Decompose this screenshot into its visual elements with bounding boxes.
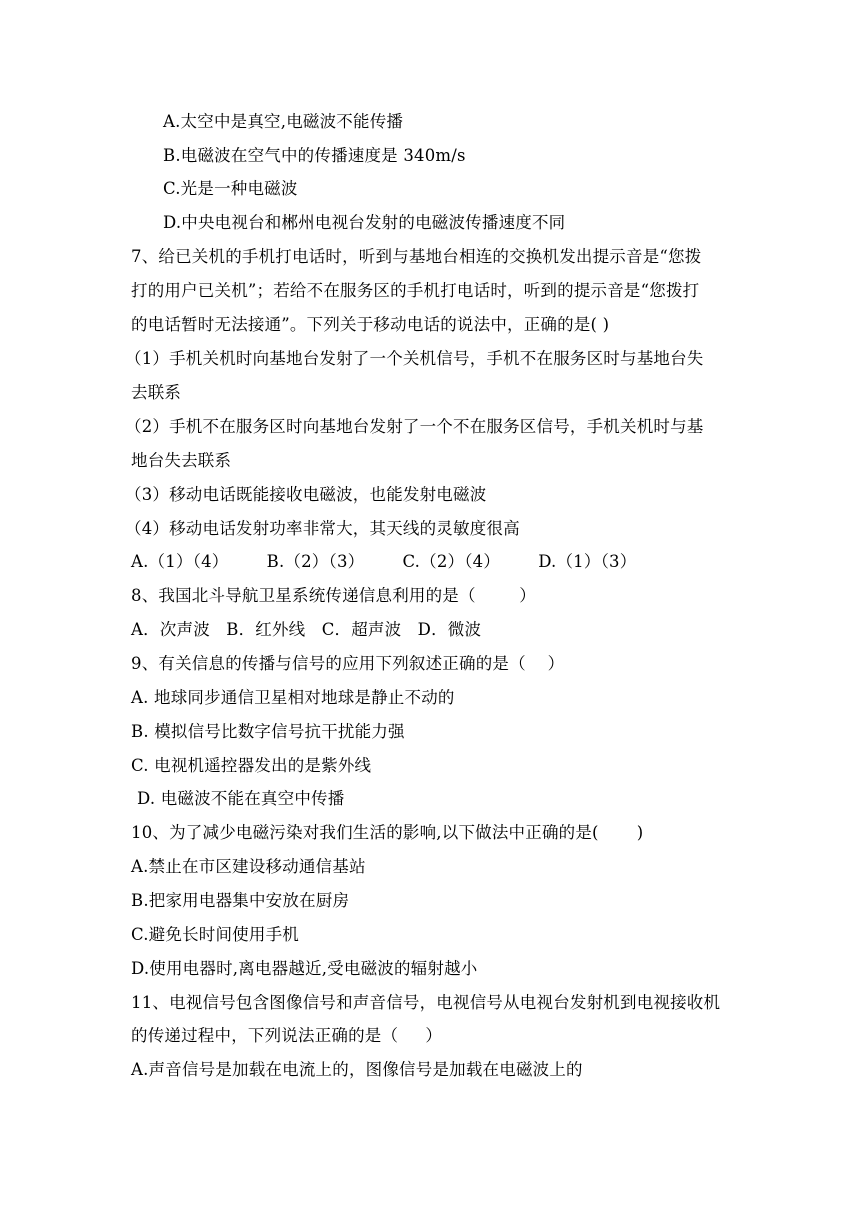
statement-7-3: （3）移动电话既能接收电磁波，也能发射电磁波 [125, 485, 487, 504]
question-11-line-2: 的传递过程中，下列说法正确的是（ ） [131, 1026, 443, 1045]
option-10d: D.使用电器时,离电器越近,受电磁波的辐射越小 [131, 959, 478, 978]
question-7-line-2: 打的用户已关机”；若给不在服务区的手机打电话时，听到的提示音是“您拨打 [131, 281, 700, 300]
question-8: 8、我国北斗导航卫星系统传递信息利用的是（ ） [131, 586, 536, 605]
question-11-line-1: 11、电视信号包含图像信号和声音信号，电视信号从电视台发射机到电视接收机 [131, 993, 721, 1012]
option-9d: D. 电磁波不能在真空中传播 [137, 789, 345, 808]
question-7-line-3: 的电话暂时无法接通”。下列关于移动电话的说法中，正确的是( ) [131, 315, 610, 334]
question-9: 9、有关信息的传播与信号的应用下列叙述正确的是（ ） [131, 654, 565, 673]
statement-7-2-line-1: （2）手机不在服务区时向基地台发射了一个不在服务区信号，手机关机时与基 [125, 417, 704, 436]
statement-7-4: （4）移动电话发射功率非常大，其天线的灵敏度很高 [125, 519, 520, 538]
option-10a: A.禁止在市区建设移动通信基站 [131, 857, 366, 876]
option-6d: D.中央电视台和郴州电视台发射的电磁波传播速度不同 [163, 213, 566, 232]
option-11a: A.声音信号是加载在电流上的，图像信号是加载在电磁波上的 [131, 1060, 583, 1079]
option-9a: A. 地球同步通信卫星相对地球是静止不动的 [131, 688, 455, 707]
question-7-line-1: 7、给已关机的手机打电话时，听到与基地台相连的交换机发出提示音是“您拨 [131, 247, 702, 266]
question-10: 10、为了减少电磁污染对我们生活的影响,以下做法中正确的是( ) [131, 823, 644, 842]
option-6a: A.太空中是真空,电磁波不能传播 [163, 112, 404, 131]
option-10c: C.避免长时间使用手机 [131, 925, 299, 944]
option-6b: B.电磁波在空气中的传播速度是 340m/s [163, 146, 466, 165]
statement-7-2-line-2: 地台失去联系 [131, 451, 232, 470]
options-7: A.（1）（4） B.（2）（3） C.（2）（4） D.（1）（3） [131, 552, 637, 571]
statement-7-1-line-2: 去联系 [131, 383, 182, 402]
option-9b: B. 模拟信号比数字信号抗干扰能力强 [131, 722, 405, 741]
option-10b: B.把家用电器集中安放在厨房 [131, 891, 350, 910]
option-6c: C.光是一种电磁波 [163, 179, 298, 198]
statement-7-1-line-1: （1）手机关机时向基地台发射了一个关机信号，手机不在服务区时与基地台失 [125, 349, 704, 368]
option-9c: C. 电视机遥控器发出的是紫外线 [131, 756, 372, 775]
options-8: A．次声波 B．红外线 C．超声波 D．微波 [131, 620, 482, 639]
